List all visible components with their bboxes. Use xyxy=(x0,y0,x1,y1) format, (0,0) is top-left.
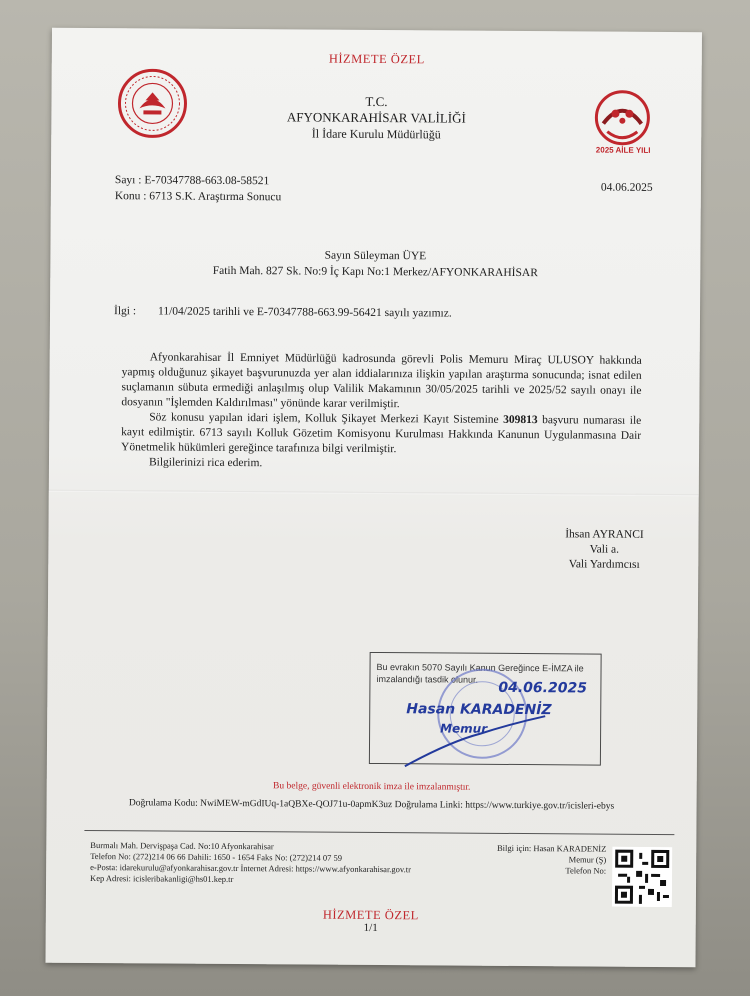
document-page xyxy=(45,28,702,968)
handwritten-title: Memur xyxy=(440,721,488,736)
header-tc: T.C. xyxy=(365,93,388,110)
footer-kep: Kep Adresi: icisleribakanligi@hs01.kep.tr xyxy=(90,873,234,885)
recipient-address: Fatih Mah. 827 Sk. No:9 İç Kapı No:1 Merkez/AFYONKARAHİSAR xyxy=(212,264,538,280)
body-closing: Bilgilerinizi rica ederim. xyxy=(148,456,263,470)
handwritten-date: 04.06.2025 xyxy=(498,679,588,697)
reference-label: İlgi : xyxy=(113,305,137,318)
letter-body xyxy=(121,350,642,474)
document-date: 04.06.2025 xyxy=(600,181,653,194)
classification-bottom: HİZMETE ÖZEL xyxy=(322,907,419,923)
footer-phone: Telefon No: (272)214 06 66 Dahili: 1650 - 1654 Faks No: (272)214 07 59 xyxy=(90,851,343,863)
family-year-caption: 2025 AİLE YILI xyxy=(595,145,651,155)
page-number: 1/1 xyxy=(363,921,378,935)
footer-divider xyxy=(84,830,674,835)
letterhead xyxy=(201,93,551,143)
body-paragraph-2-end: başvuru numarası ile kayıt edilmiştir. 6713 sayılı Kolluk Gözetim Komisyonu Kurulması Hakkında Kanunun Uygulanmasına Dair Yönetmelik hükümleri gereğince tarafınıza bilgi verilmiştir. xyxy=(121,414,642,456)
document-subject: Konu : 6713 S.K. Araştırma Sonucu xyxy=(114,190,282,204)
reference-text: 11/04/2025 tarihli ve E-70347788-663.99-56421 sayılı yazımız. xyxy=(157,305,452,320)
certified-copy-stamp xyxy=(369,652,602,766)
info-contact-title: Memur (Ş) xyxy=(568,854,607,865)
document-number: Sayı : E-70347788-663.08-58521 xyxy=(114,174,270,188)
handwritten-name: Hasan KARADENİZ xyxy=(406,701,552,719)
body-paragraph-2 xyxy=(121,410,641,459)
paper-fold xyxy=(49,490,699,497)
header-governorship: AFYONKARAHİSAR VALİLİĞİ xyxy=(286,109,466,126)
classification-top: HİZMETE ÖZEL xyxy=(328,51,425,67)
signatory-block xyxy=(544,527,664,573)
qr-code-icon xyxy=(612,847,672,907)
application-number: 309813 xyxy=(503,413,538,427)
header-directorate: İl İdare Kurulu Müdürlüğü xyxy=(311,126,441,142)
signatory-title-1: Vali a. xyxy=(589,543,620,556)
body-paragraph-2-start: Söz konusu yapılan idari işlem, Kolluk Şikayet Merkezi Kayıt Sistemine xyxy=(149,411,504,426)
footer-address: Burmalı Mah. Dervişpaşa Cad. No:10 Afyonkarahisar xyxy=(90,840,274,852)
signatory-name: İhsan AYRANCI xyxy=(565,528,644,541)
e-signature-note: Bu belge, güvenli elektronik imza ile imzalanmıştır. xyxy=(273,781,471,793)
footer-contact xyxy=(90,840,470,887)
verification-line: Doğrulama Kodu: NwiMEW-mGdIUq-1aQBXe-QOJ71u-0apmK3uz Doğrulama Linki: https://www.turkiye.gov.tr/icisleri-ebys xyxy=(128,798,615,812)
signature-stroke-icon xyxy=(400,711,550,772)
footer-info xyxy=(466,843,606,877)
body-paragraph-1: Afyonkarahisar İl Emniyet Müdürlüğü kadrosunda görevli Polis Memuru Miraç ULUSOY hakkında yapmış olduğunuz şikayet başvurunuzda yer alan iddialarınıza ilişkin yapılan araştırma sonucunda; isnat edilen suçlamanın sübuta ermediği anlaşılmış olup Valilik Makamının 30/05/2025 tarihli ve 2025/52 sayılı onayı ile dosyanın "İşlemden Kaldırılması" yönünde karar verilmiştir. xyxy=(121,351,642,411)
info-contact-name: Bilgi için: Hasan KARADENİZ xyxy=(496,842,607,854)
footer-email: e-Posta: idarekurulu@afyonkarahisar.gov.tr İnternet Adresi: https://www.afyonkarahisar.gov.tr xyxy=(90,862,412,875)
recipient-name: Sayın Süleyman ÜYE xyxy=(324,249,427,263)
certified-copy-text: Bu evrakın 5070 Sayılı Kanun Gereğince E-İMZA ile imzalandığı tasdik olunur. xyxy=(376,662,584,685)
signatory-title-2: Vali Yardımcısı xyxy=(568,558,640,571)
info-contact-phone: Telefon No: xyxy=(565,865,607,876)
ministry-seal-icon xyxy=(117,68,187,138)
